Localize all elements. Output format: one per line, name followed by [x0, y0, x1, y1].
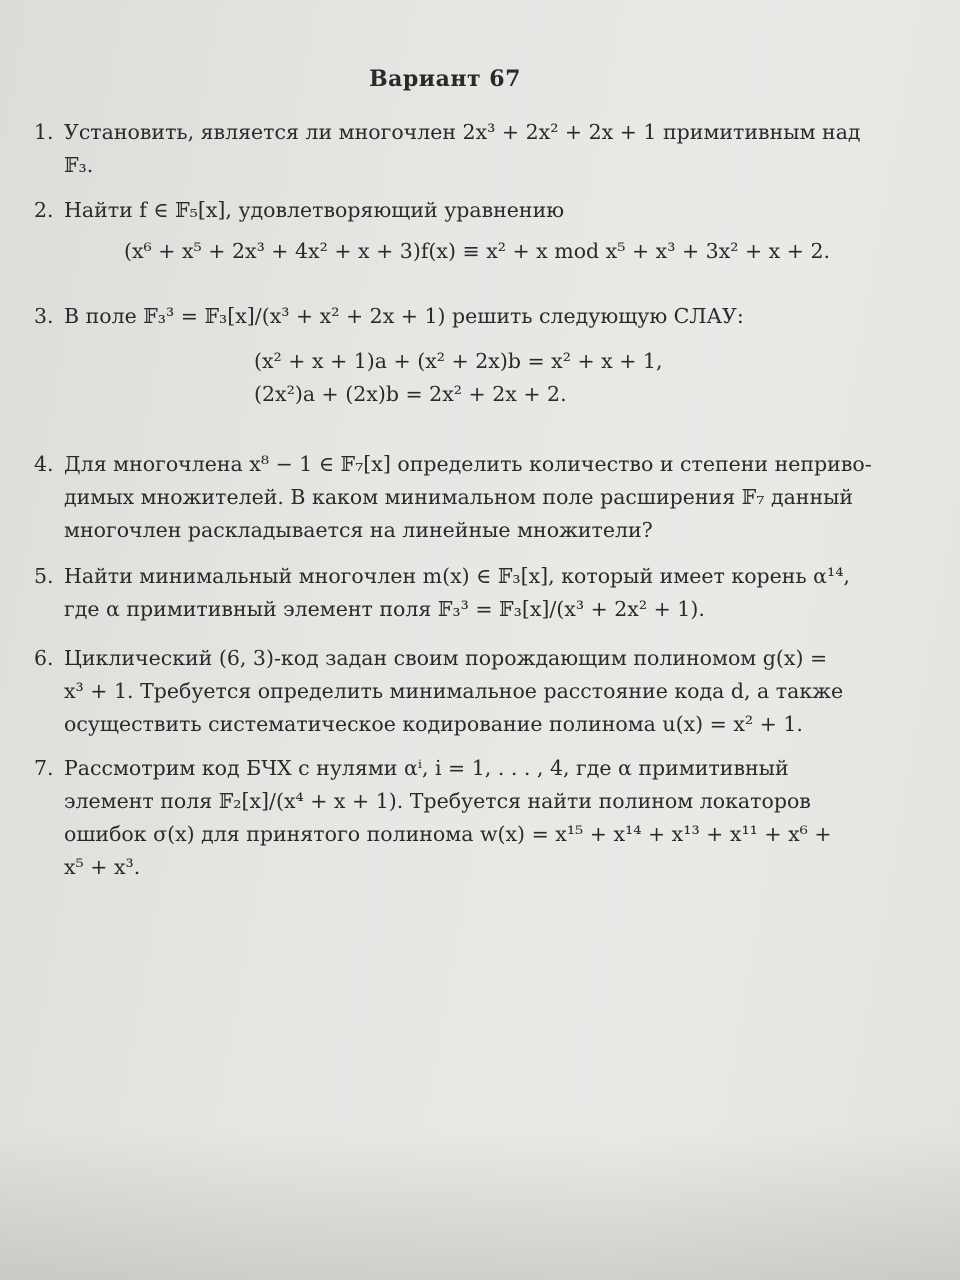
problem-text-line: Найти минимальный многочлен m(x) ∈ 𝔽₃[x], который имеет корень α¹⁴,: [64, 564, 850, 588]
problem-text-line: Рассмотрим код БЧХ с нулями αⁱ, i = 1, . . . , 4, где α примитивный: [64, 756, 789, 780]
problem-text-line: димых множителей. В каком минимальном поле расширения 𝔽₇ данный: [64, 485, 854, 509]
problem-2: [34, 194, 890, 268]
photo-shadow: [0, 1130, 960, 1280]
problem-text-line: где α примитивный элемент поля 𝔽₃³ = 𝔽₃[x]/(x³ + 2x² + 1).: [64, 597, 705, 621]
equation-line: (2x²)a + (2x)b = 2x² + 2x + 2.: [254, 382, 567, 406]
problem-number: 7.: [34, 756, 54, 780]
problem-3: [34, 300, 890, 411]
problem-text-line: Циклический (6, 3)-код задан своим порождающим полиномом g(x) =: [64, 646, 828, 670]
problem-1: [34, 116, 890, 182]
problem-number: 6.: [34, 646, 54, 670]
display-formula: (x⁶ + x⁵ + 2x³ + 4x² + x + 3)f(x) ≡ x² + x mod x⁵ + x³ + 3x² + x + 2.: [123, 239, 831, 263]
problem-text-line: В поле 𝔽₃³ = 𝔽₃[x]/(x³ + x² + 2x + 1) решить следующую СЛАУ:: [64, 304, 744, 328]
problem-text-line: многочлен раскладывается на линейные множители?: [64, 518, 653, 542]
problem-number: 5.: [34, 564, 54, 588]
problem-number: 3.: [34, 304, 54, 328]
problem-text-line: ошибок σ(x) для принятого полинома w(x) = x¹⁵ + x¹⁴ + x¹³ + x¹¹ + x⁶ +: [64, 822, 832, 846]
problem-number: 4.: [34, 452, 54, 476]
equation-system: [254, 345, 890, 411]
problem-number: 2.: [34, 198, 54, 222]
problem-text-line: x⁵ + x³.: [64, 855, 141, 879]
problem-5: [34, 560, 890, 626]
problem-text-line: Для многочлена x⁸ − 1 ∈ 𝔽₇[x] определить количество и степени неприво-: [64, 452, 872, 476]
problem-text-line: 𝔽₃.: [64, 153, 94, 177]
equation-line: (x² + x + 1)a + (x² + 2x)b = x² + x + 1,: [254, 349, 663, 373]
problem-text-line: элемент поля 𝔽₂[x]/(x⁴ + x + 1). Требуется найти полином локаторов: [64, 789, 811, 813]
problem-4: [34, 448, 890, 547]
page-title: Вариант 67: [369, 66, 521, 92]
problem-text-line: Найти f ∈ 𝔽₅[x], удовлетворяющий уравнению: [64, 198, 565, 222]
problem-7: [34, 752, 890, 884]
problem-text-line: осуществить систематическое кодирование полинома u(x) = x² + 1.: [64, 712, 803, 736]
problem-text-line: Установить, является ли многочлен 2x³ + 2x² + 2x + 1 примитивным над: [64, 120, 861, 144]
problem-text-line: x³ + 1. Требуется определить минимальное расстояние кода d, а также: [64, 679, 844, 703]
problem-6: [34, 642, 890, 741]
problem-number: 1.: [34, 120, 54, 144]
